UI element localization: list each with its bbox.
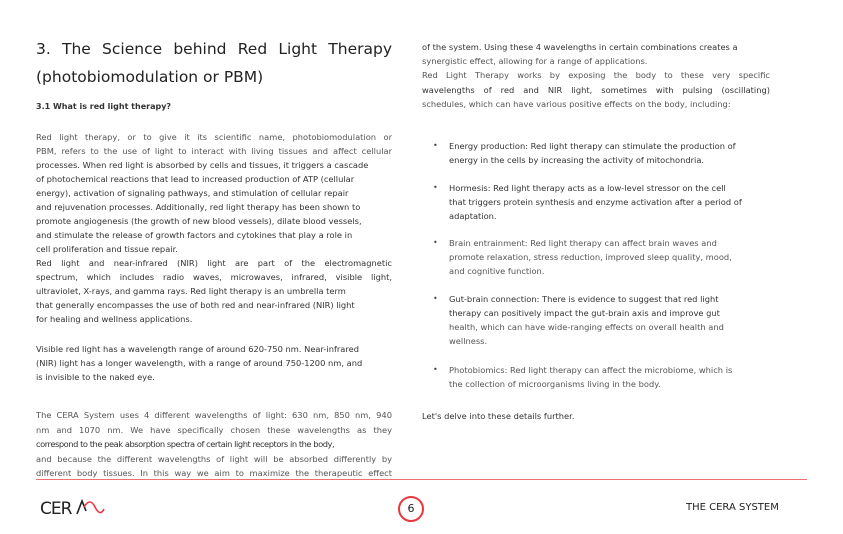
list-item-line: the collection of microorganisms living in the body.	[449, 379, 661, 389]
text-line: processes. When red light is absorbed by cells and tissues, it triggers a cascade	[36, 160, 369, 170]
list-item-line: adaptation.	[449, 211, 497, 221]
list-item-line: Photobiomics: Red light therapy can affect the microbiome, which is	[449, 365, 733, 375]
text-line: and stimulate the release of growth factors and cytokines that play a role in	[36, 230, 353, 240]
text-line: schedules, which can have various positive effects on the body, including:	[422, 99, 731, 109]
list-item-line: promote relaxation, stress reduction, improved sleep quality, mood,	[449, 252, 732, 262]
bullet-icon: •	[433, 141, 438, 150]
text-line: and rejuvenation processes. Additionally, red light therapy has been shown to	[36, 202, 361, 212]
text-line: wavelengths of red and NIR light, sometimes with pulsing (oscillating)	[422, 85, 770, 95]
list-item-line: wellness.	[449, 336, 488, 346]
text-line: ultraviolet, X-rays, and gamma rays. Red light therapy is an umbrella term	[36, 286, 346, 296]
text-line: Red light and near-infrared (NIR) light are part of the electromagnetic	[36, 258, 392, 268]
list-item-line: health, which can have wide-ranging effects on overall health and	[449, 322, 724, 332]
text-line: The CERA System uses 4 different wavelengths of light: 630 nm, 850 nm, 940	[36, 410, 392, 420]
list-item-line: and cognitive function.	[449, 266, 545, 276]
text-line: nm and 1070 nm. We have specifically chosen these wavelengths as they	[36, 425, 392, 435]
svg-text:CER: CER	[40, 499, 72, 519]
bullet-icon: •	[433, 365, 438, 374]
text-line: promote angiogenesis (the growth of new blood vessels), dilate blood vessels,	[36, 216, 362, 226]
footer-brand: THE CERA SYSTEM	[686, 502, 779, 513]
list-item-line: Brain entrainment: Red light therapy can affect brain waves and	[449, 238, 717, 248]
section-heading-line2: (photobiomodulation or PBM)	[36, 68, 264, 86]
closing-text: Let's delve into these details further.	[422, 411, 575, 421]
text-line: of the system. Using these 4 wavelengths in certain combinations creates a	[422, 42, 738, 52]
bullet-icon: •	[433, 294, 438, 303]
text-line: correspond to the peak absorption spectra of certain light receptors in the body,	[36, 439, 335, 449]
list-item-line: that triggers protein synthesis and enzyme activation after a period of	[449, 197, 742, 207]
text-line: Red Light Therapy works by exposing the body to these very specific	[422, 70, 770, 80]
section-heading-line1: 3. The Science behind Red Light Therapy	[36, 40, 392, 58]
text-line: synergistic effect, allowing for a range of applications.	[422, 56, 648, 66]
text-line: for healing and wellness applications.	[36, 314, 193, 324]
text-line: Red light therapy, or to give it its scientific name, photobiomodulation or	[36, 132, 392, 142]
list-item-line: Energy production: Red light therapy can stimulate the production of	[449, 141, 736, 151]
bullet-icon: •	[433, 183, 438, 192]
list-item-line: Hormesis: Red light therapy acts as a low-level stressor on the cell	[449, 183, 726, 193]
cera-logo	[40, 497, 106, 523]
footer-divider	[36, 479, 807, 480]
list-item-line: therapy can positively impact the gut-brain axis and improve gut	[449, 308, 720, 318]
page-number: 6	[398, 496, 424, 522]
text-line: and because the different wavelengths of light will be absorbed differently by	[36, 454, 392, 464]
subheading: 3.1 What is red light therapy?	[36, 102, 172, 111]
list-item-line: Gut-brain connection: There is evidence to suggest that red light	[449, 294, 719, 304]
text-line: of photochemical reactions that lead to increased production of ATP (cellular	[36, 174, 355, 184]
text-line: is invisible to the naked eye.	[36, 372, 155, 382]
text-line: Visible red light has a wavelength range of around 620-750 nm. Near-infrared	[36, 344, 359, 354]
text-line: PBM, refers to the use of light to interact with living tissues and affect cellular	[36, 146, 392, 156]
list-item-line: energy in the cells by increasing the activity of mitochondria.	[449, 155, 705, 165]
bullet-icon: •	[433, 238, 438, 247]
text-line: that generally encompasses the use of both red and near-infrared (NIR) light	[36, 300, 355, 310]
text-line: energy), activation of signaling pathways, and stimulation of cellular repair	[36, 188, 349, 198]
text-line: cell proliferation and tissue repair.	[36, 244, 178, 254]
text-line: (NIR) light has a longer wavelength, with a range of around 750-1200 nm, and	[36, 358, 363, 368]
text-line: spectrum, which includes radio waves, microwaves, infrared, visible light,	[36, 272, 392, 282]
text-line: different body tissues. In this way we aim to maximize the therapeutic effect	[36, 468, 392, 478]
